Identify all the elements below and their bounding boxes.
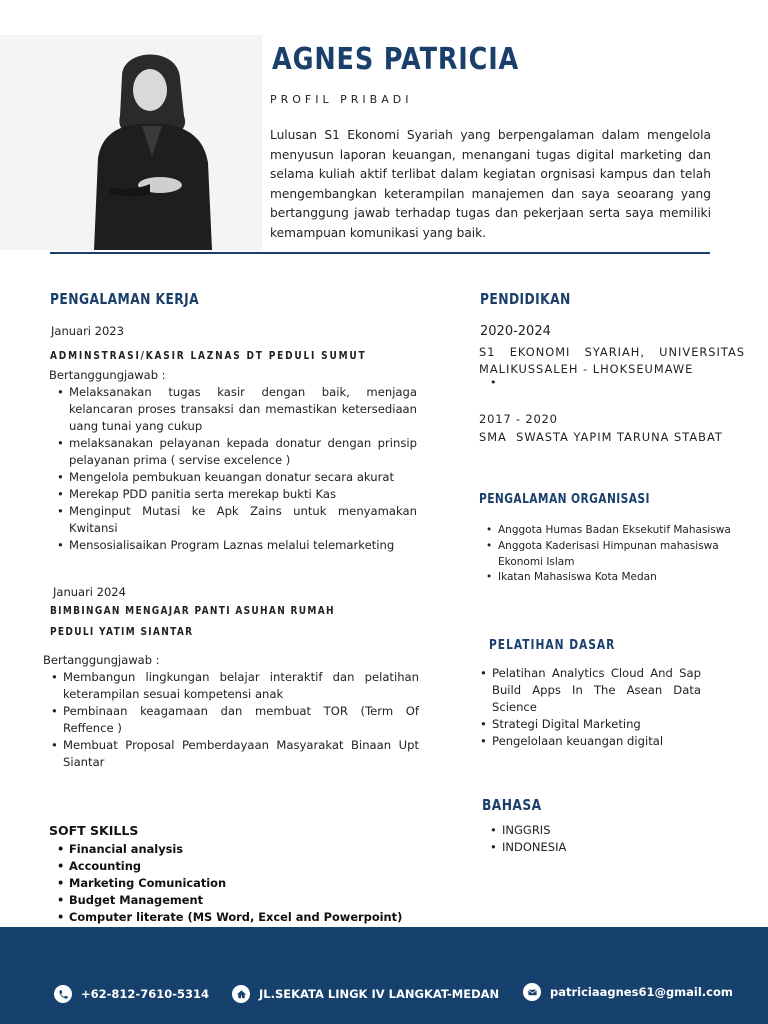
- list-item: • Membuat Proposal Pemberdayaan Masyarakat Binaan Upt Siantar: [43, 737, 419, 771]
- job2-date: Januari 2024: [53, 585, 126, 599]
- training-list: [472, 665, 701, 750]
- list-item: • Pembinaan keagamaan dan membuat TOR (Term Of Reffence ): [43, 703, 419, 737]
- list-item: • Menginput Mutasi ke Apk Zains untuk menyamakan Kwitansi: [49, 503, 417, 537]
- organization-heading: PENGALAMAN ORGANISASI: [479, 492, 650, 507]
- job1-responsibility-label: Bertanggungjawab :: [49, 368, 166, 382]
- list-item: • Strategi Digital Marketing: [472, 716, 701, 733]
- list-item: • Ikatan Mahasiswa Kota Medan: [478, 570, 738, 586]
- list-item: • Membangun lingkungan belajar interaktif dan pelatihan keterampilan sesuai kompetensi anak: [43, 669, 419, 703]
- list-item: • melaksanakan pelayanan kepada donatur dengan prinsip pelayanan prima ( servise excelence ): [49, 435, 417, 469]
- profile-heading: PROFIL PRIBADI: [270, 93, 413, 106]
- profile-summary: Lulusan S1 Ekonomi Syariah yang berpengalaman dalam mengelola menyusun laporan keuangan, menangani tugas digital marketing dan selama kuliah aktif terlibat dalam kegiatan orgnisasi kampus dan telah mengembangkan keterampilan manajemen dan saya seoarang yang bertanggung jawab terhadap tugas dan pekerjaan serta saya memiliki kemampuan komunikasi yang baik.: [270, 128, 711, 240]
- list-item: • Mengelola pembukuan keuangan donatur secara akurat: [49, 469, 417, 486]
- email-address: patriciaagnes61@gmail.com: [550, 985, 733, 999]
- mail-icon: [523, 983, 541, 1001]
- job2-role-line2: PEDULI YATIM SIANTAR: [50, 625, 194, 638]
- organization-list: [478, 523, 738, 586]
- list-item: • Merekap PDD panitia serta merekap bukti Kas: [49, 486, 417, 503]
- edu1-school: S1 EKONOMI SYARIAH, UNIVERSITAS MALIKUSSALEH - LHOKSEUMAWE: [479, 345, 745, 376]
- list-item: • Anggota Kaderisasi Himpunan mahasiswa Ekonomi Islam: [478, 539, 738, 571]
- soft-skills-list: [49, 841, 429, 926]
- list-item: • Computer literate (MS Word, Excel and Powerpoint): [49, 909, 429, 926]
- contact-email[interactable]: [523, 983, 733, 1001]
- job1-role: ADMINSTRASI/KASIR LAZNAS DT PEDULI SUMUT: [50, 349, 367, 362]
- job2-responsibility-label: Bertanggungjawab :: [43, 653, 160, 667]
- job1-duties: [49, 384, 417, 554]
- edu1-bullet: •: [490, 376, 497, 389]
- contact-phone[interactable]: [54, 985, 209, 1003]
- header-divider: [50, 252, 710, 254]
- edu2-school: SMA SWASTA YAPIM TARUNA STABAT: [479, 430, 723, 444]
- experience-heading: PENGALAMAN KERJA: [50, 290, 200, 308]
- address-text: JL.SEKATA LINGK IV LANGKAT-MEDAN: [259, 987, 500, 1001]
- contact-address: [232, 985, 499, 1003]
- edu2-years: 2017 - 2020: [479, 412, 558, 426]
- phone-icon: [54, 985, 72, 1003]
- list-item: • INDONESIA: [482, 839, 682, 856]
- language-list: [482, 822, 682, 856]
- list-item: • Budget Management: [49, 892, 429, 909]
- edu1-years: 2020-2024: [480, 324, 551, 339]
- home-icon: [232, 985, 250, 1003]
- training-heading: PELATIHAN DASAR: [489, 638, 616, 653]
- profile-photo: [80, 38, 225, 250]
- list-item: • Anggota Humas Badan Eksekutif Mahasiswa: [478, 523, 738, 539]
- phone-number: +62-812-7610-5314: [81, 987, 209, 1001]
- job1-date: Januari 2023: [51, 324, 124, 338]
- candidate-name: AGNES PATRICIA: [272, 42, 520, 77]
- list-item: • Financial analysis: [49, 841, 429, 858]
- job2-duties: [43, 669, 419, 771]
- list-item: • Marketing Comunication: [49, 875, 429, 892]
- language-heading: BAHASA: [482, 796, 542, 814]
- list-item: • Accounting: [49, 858, 429, 875]
- list-item: • INGGRIS: [482, 822, 682, 839]
- education-heading: PENDIDIKAN: [480, 290, 571, 308]
- soft-skills-heading: SOFT SKILLS: [49, 823, 139, 838]
- list-item: • Melaksanakan tugas kasir dengan baik, menjaga kelancaran proses transaksi dan memastikan ketersediaan uang tunai yang cukup: [49, 384, 417, 435]
- list-item: • Mensosialisaikan Program Laznas melalui telemarketing: [49, 537, 417, 554]
- job2-role-line1: BIMBINGAN MENGAJAR PANTI ASUHAN RUMAH: [50, 604, 335, 617]
- list-item: • Pelatihan Analytics Cloud And Sap Build Apps In The Asean Data Science: [472, 665, 701, 716]
- list-item: • Pengelolaan keuangan digital: [472, 733, 701, 750]
- contact-footer: [0, 927, 768, 1024]
